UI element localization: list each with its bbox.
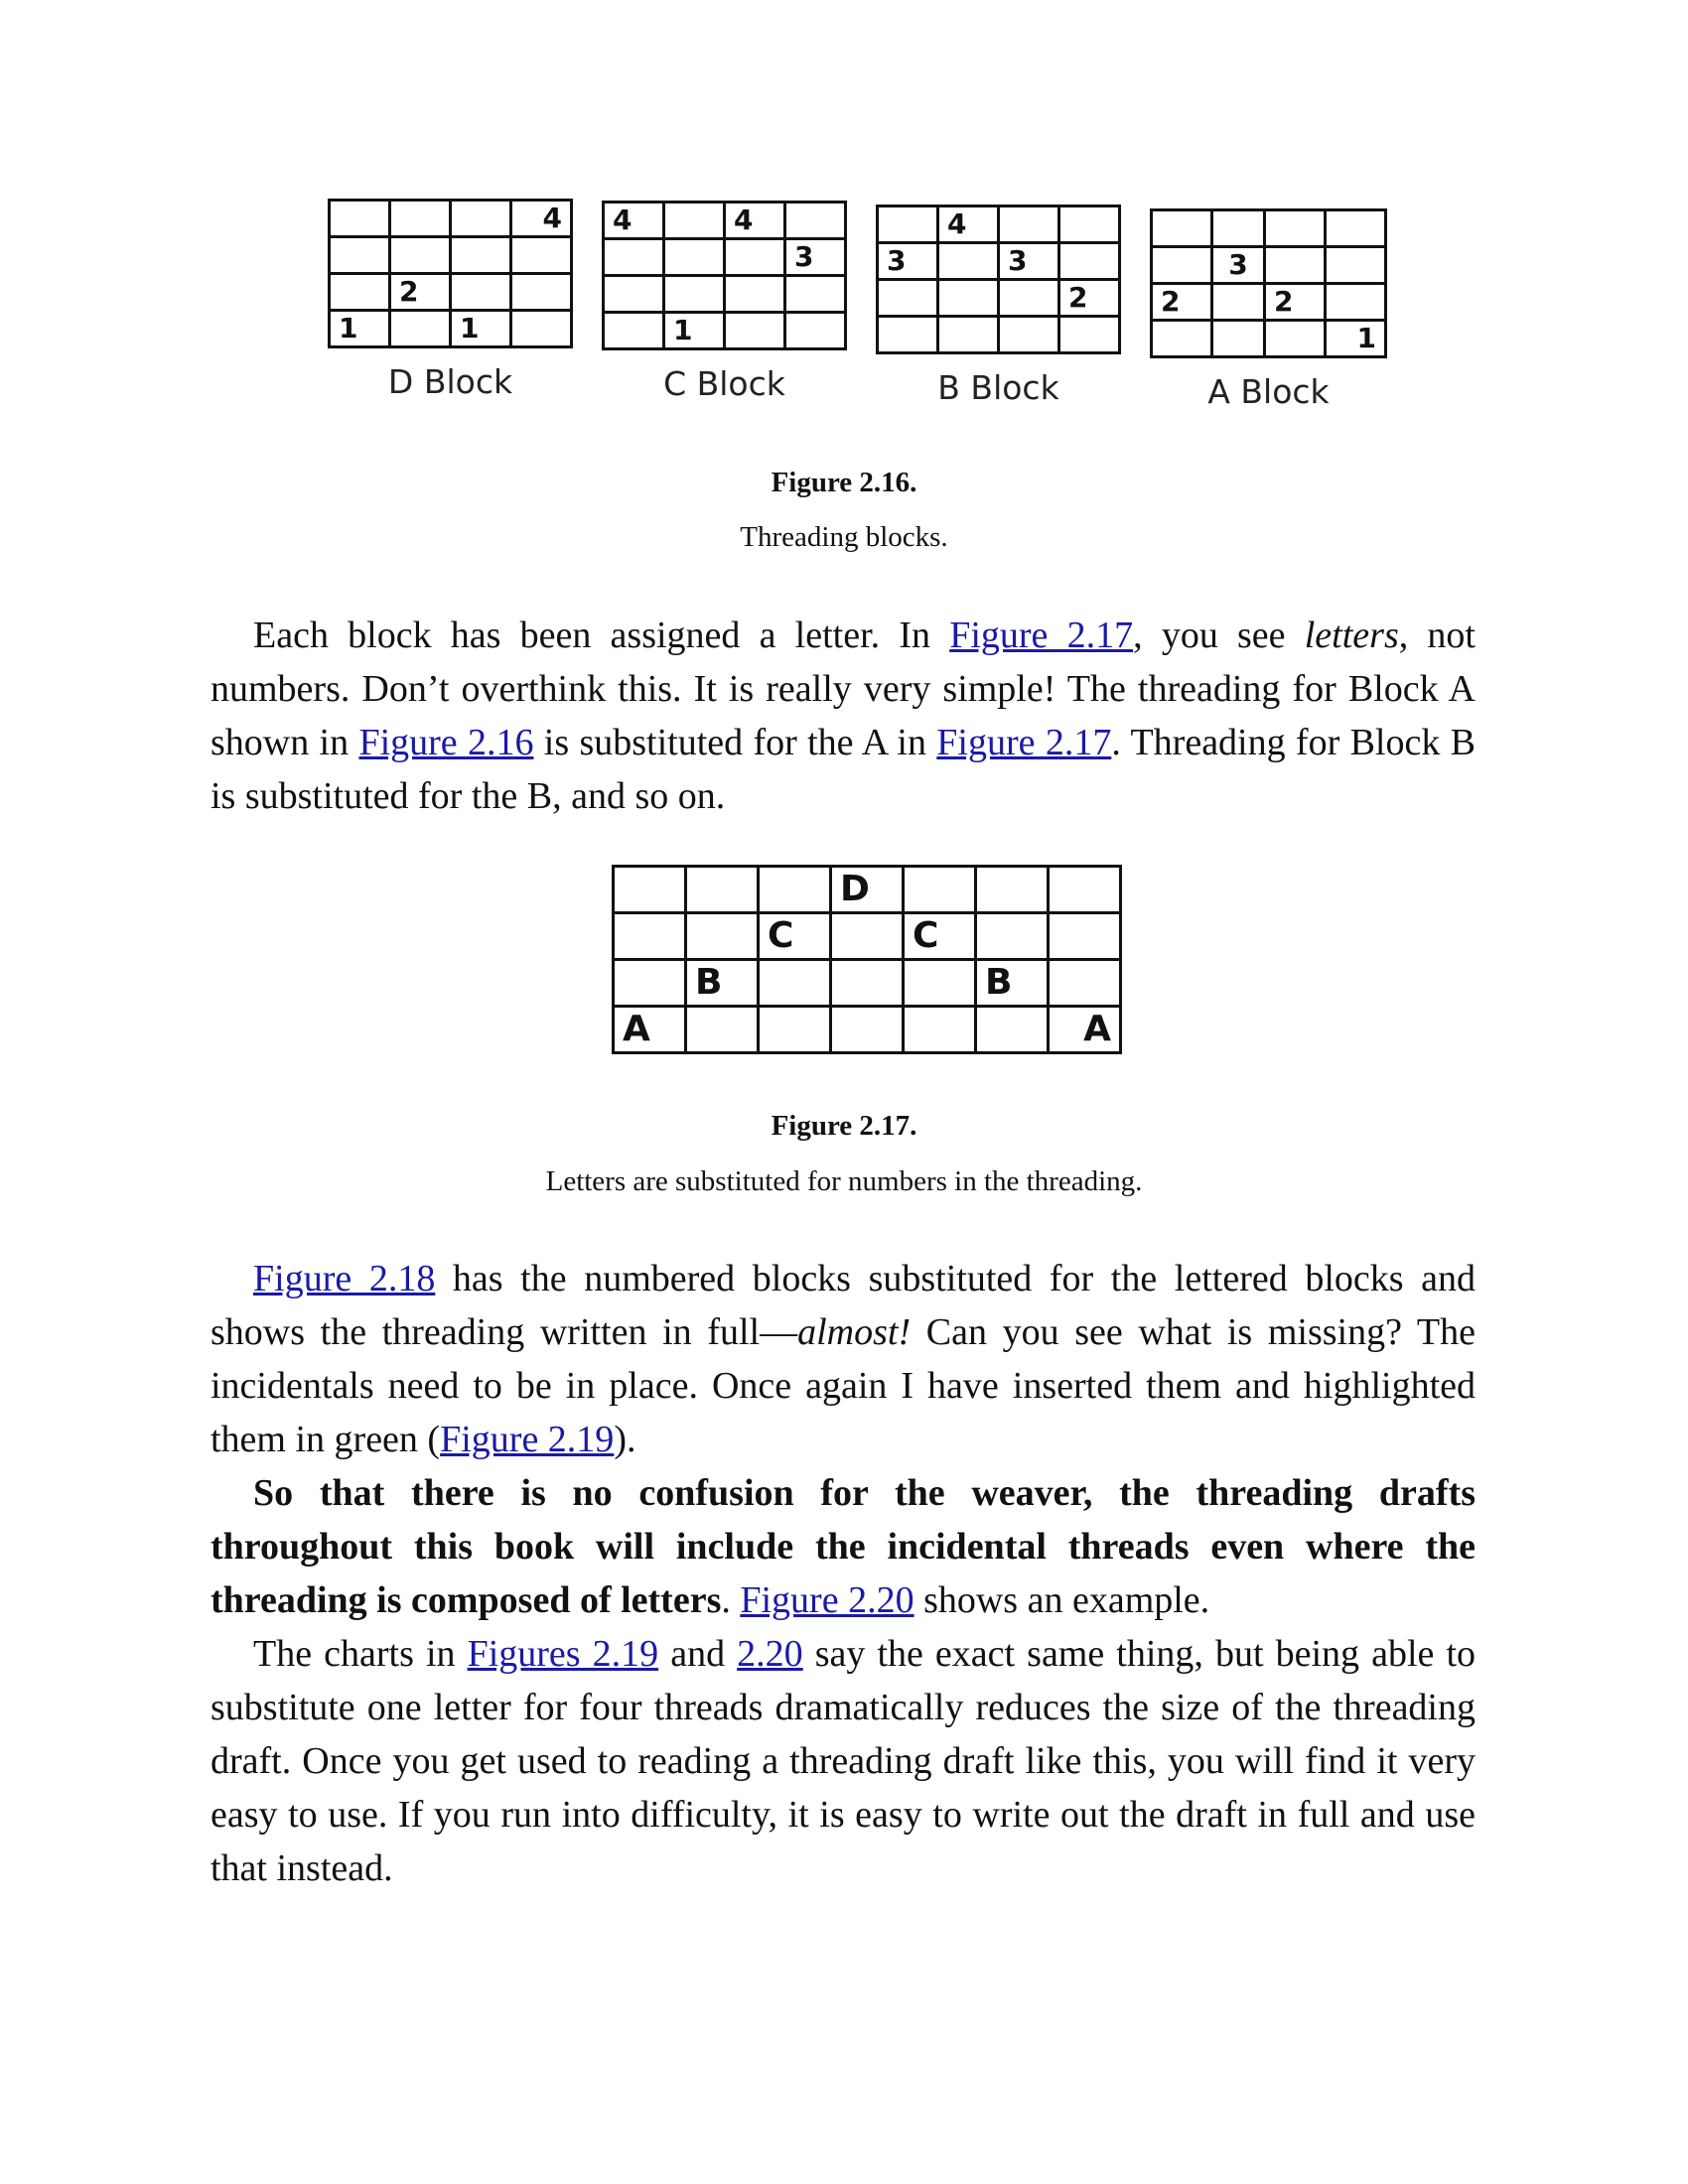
- figure-2-20-link[interactable]: Figure 2.20: [740, 1579, 914, 1621]
- text-run: shows an example.: [914, 1579, 1210, 1621]
- grid-cell: [1049, 867, 1121, 913]
- grid-cell: [878, 317, 938, 353]
- paragraph-2: [211, 1252, 1476, 1466]
- grid-cell: A: [1049, 1007, 1121, 1053]
- grid-cell: [1059, 243, 1120, 280]
- grid-cell: [999, 280, 1059, 317]
- grid-cell: 4: [511, 201, 572, 237]
- text-run: and: [658, 1633, 738, 1675]
- grid-cell: [604, 313, 664, 349]
- grid-cell: [1265, 210, 1326, 247]
- grid-cell: 1: [664, 313, 725, 349]
- grid-cell: 4: [938, 206, 999, 243]
- grid-cell: [759, 960, 831, 1007]
- grid-cell: [451, 237, 511, 274]
- grid-cell: [725, 276, 785, 313]
- d-block-label: D Block: [387, 362, 513, 401]
- grid-cell: [604, 239, 664, 276]
- grid-cell: [1059, 317, 1120, 353]
- grid-cell: [686, 1007, 759, 1053]
- grid-cell: [938, 317, 999, 353]
- c-block-grid: [602, 201, 847, 350]
- grid-cell: 4: [725, 203, 785, 239]
- grid-cell: [664, 203, 725, 239]
- grid-cell: [614, 913, 686, 960]
- grid-cell: [390, 201, 451, 237]
- emphasis-letters: letters: [1304, 614, 1399, 656]
- d-block-figure: [328, 199, 573, 401]
- grid-cell: [1059, 206, 1120, 243]
- paragraph-4: [211, 1627, 1476, 1895]
- grid-cell: [785, 313, 846, 349]
- text-run: say the exact same thing, but being able to substitute one letter for four threads dramatically reduces the size of the threading draft. Once you get used to reading a threading draft like this, you will find it very easy to use. If you run into difficulty, it is easy to write out the draft in full and use that instead.: [211, 1633, 1477, 1889]
- grid-cell: [330, 201, 390, 237]
- grid-cell: 2: [1265, 284, 1326, 321]
- figure-2-16-link[interactable]: Figure 2.16: [358, 722, 534, 763]
- grid-cell: [604, 276, 664, 313]
- grid-cell: 3: [1212, 247, 1265, 284]
- grid-cell: [511, 237, 572, 274]
- grid-cell: 1: [1326, 321, 1386, 357]
- grid-cell: [904, 1007, 976, 1053]
- figure-2-16-title: Figure 2.16.: [771, 467, 917, 498]
- letter-threading-figure: [612, 865, 1122, 1054]
- grid-cell: [1326, 247, 1386, 284]
- grid-cell: [1326, 210, 1386, 247]
- figure-2-17-title: Figure 2.17.: [771, 1110, 917, 1142]
- text-run: .: [721, 1579, 741, 1621]
- grid-cell: [330, 274, 390, 311]
- figures-2-19-link[interactable]: Figures 2.19: [467, 1633, 659, 1675]
- grid-cell: [1265, 247, 1326, 284]
- grid-cell: [725, 239, 785, 276]
- b-block-figure: [876, 205, 1121, 407]
- grid-cell: B: [976, 960, 1049, 1007]
- grid-cell: [614, 867, 686, 913]
- grid-cell: [511, 274, 572, 311]
- text-run: , you see: [1133, 614, 1305, 656]
- grid-cell: [1326, 284, 1386, 321]
- grid-cell: 3: [878, 243, 938, 280]
- grid-cell: 1: [451, 311, 511, 347]
- grid-cell: D: [831, 867, 904, 913]
- grid-cell: 2: [1152, 284, 1212, 321]
- grid-cell: [686, 913, 759, 960]
- grid-cell: [1265, 321, 1326, 357]
- grid-cell: [1049, 960, 1121, 1007]
- grid-cell: 1: [330, 311, 390, 347]
- grid-cell: [999, 206, 1059, 243]
- grid-cell: [759, 1007, 831, 1053]
- grid-cell: [451, 274, 511, 311]
- grid-cell: 4: [604, 203, 664, 239]
- grid-cell: [664, 276, 725, 313]
- figure-2-16-caption: Threading blocks.: [740, 521, 948, 553]
- grid-cell: [878, 280, 938, 317]
- a-block-grid: [1150, 208, 1387, 358]
- grid-cell: [390, 311, 451, 347]
- grid-cell: [1152, 210, 1212, 247]
- figure-2-17-link[interactable]: Figure 2.17: [949, 614, 1134, 656]
- text-run: ).: [614, 1419, 636, 1460]
- figure-2-17-link-2[interactable]: Figure 2.17: [936, 722, 1112, 763]
- a-block-label: A Block: [1207, 372, 1330, 411]
- b-block-grid: [876, 205, 1121, 354]
- grid-cell: [1212, 284, 1265, 321]
- grid-cell: B: [686, 960, 759, 1007]
- grid-cell: [999, 317, 1059, 353]
- text-run: . Threading for Block B is substituted for the B, and so on.: [211, 722, 1477, 817]
- grid-cell: [1152, 247, 1212, 284]
- grid-cell: [759, 867, 831, 913]
- figure-2-20-link-2[interactable]: 2.20: [737, 1633, 803, 1675]
- text-run: , not numbers. Don’t overthink this. It is really very simple! The threading for Block A shown in: [211, 614, 1476, 763]
- grid-cell: [785, 276, 846, 313]
- text-run: is substituted for the A in: [533, 722, 937, 763]
- letter-threading-grid: [612, 865, 1122, 1054]
- grid-cell: [976, 1007, 1049, 1053]
- grid-cell: [831, 1007, 904, 1053]
- grid-cell: [1049, 913, 1121, 960]
- grid-cell: [904, 960, 976, 1007]
- figure-2-18-link[interactable]: Figure 2.18: [253, 1258, 436, 1299]
- grid-cell: [878, 206, 938, 243]
- grid-cell: A: [614, 1007, 686, 1053]
- grid-cell: [904, 867, 976, 913]
- grid-cell: [976, 913, 1049, 960]
- a-block-figure: [1150, 208, 1387, 411]
- grid-cell: [686, 867, 759, 913]
- grid-cell: [831, 960, 904, 1007]
- figure-2-19-link[interactable]: Figure 2.19: [440, 1419, 615, 1460]
- grid-cell: C: [759, 913, 831, 960]
- grid-cell: [1212, 321, 1265, 357]
- text-run: Each block has been assigned a letter. In: [253, 614, 950, 656]
- c-block-label: C Block: [663, 364, 785, 403]
- grid-cell: [976, 867, 1049, 913]
- grid-cell: [1152, 321, 1212, 357]
- paragraph-1: [211, 609, 1476, 823]
- bold-statement: So that there is no confusion for the weaver, the threading drafts throughout this book will include the incidental threads even where the threading is composed of letters: [211, 1472, 1476, 1621]
- grid-cell: [725, 313, 785, 349]
- grid-cell: [511, 311, 572, 347]
- grid-cell: [330, 237, 390, 274]
- grid-cell: [938, 243, 999, 280]
- grid-cell: [831, 913, 904, 960]
- grid-cell: 2: [1059, 280, 1120, 317]
- grid-cell: [785, 203, 846, 239]
- grid-cell: [451, 201, 511, 237]
- d-block-grid: [328, 199, 573, 348]
- text-run: Can you see what is missing? The incidentals need to be in place. Once again I have inserted them and highlighted them in green (: [211, 1311, 1476, 1460]
- grid-cell: [614, 960, 686, 1007]
- grid-cell: [1212, 210, 1265, 247]
- b-block-label: B Block: [937, 368, 1059, 407]
- grid-cell: 3: [785, 239, 846, 276]
- emphasis-almost: almost!: [797, 1311, 912, 1353]
- text-run: has the numbered blocks substituted for the lettered blocks and shows the threading written in full—: [211, 1258, 1476, 1353]
- grid-cell: [938, 280, 999, 317]
- grid-cell: 2: [390, 274, 451, 311]
- grid-cell: [390, 237, 451, 274]
- c-block-figure: [602, 201, 847, 403]
- text-run: The charts in: [253, 1633, 468, 1675]
- figure-2-17-caption: Letters are substituted for numbers in the threading.: [545, 1165, 1143, 1197]
- grid-cell: C: [904, 913, 976, 960]
- grid-cell: 3: [999, 243, 1059, 280]
- grid-cell: [664, 239, 725, 276]
- paragraph-3: [211, 1466, 1476, 1627]
